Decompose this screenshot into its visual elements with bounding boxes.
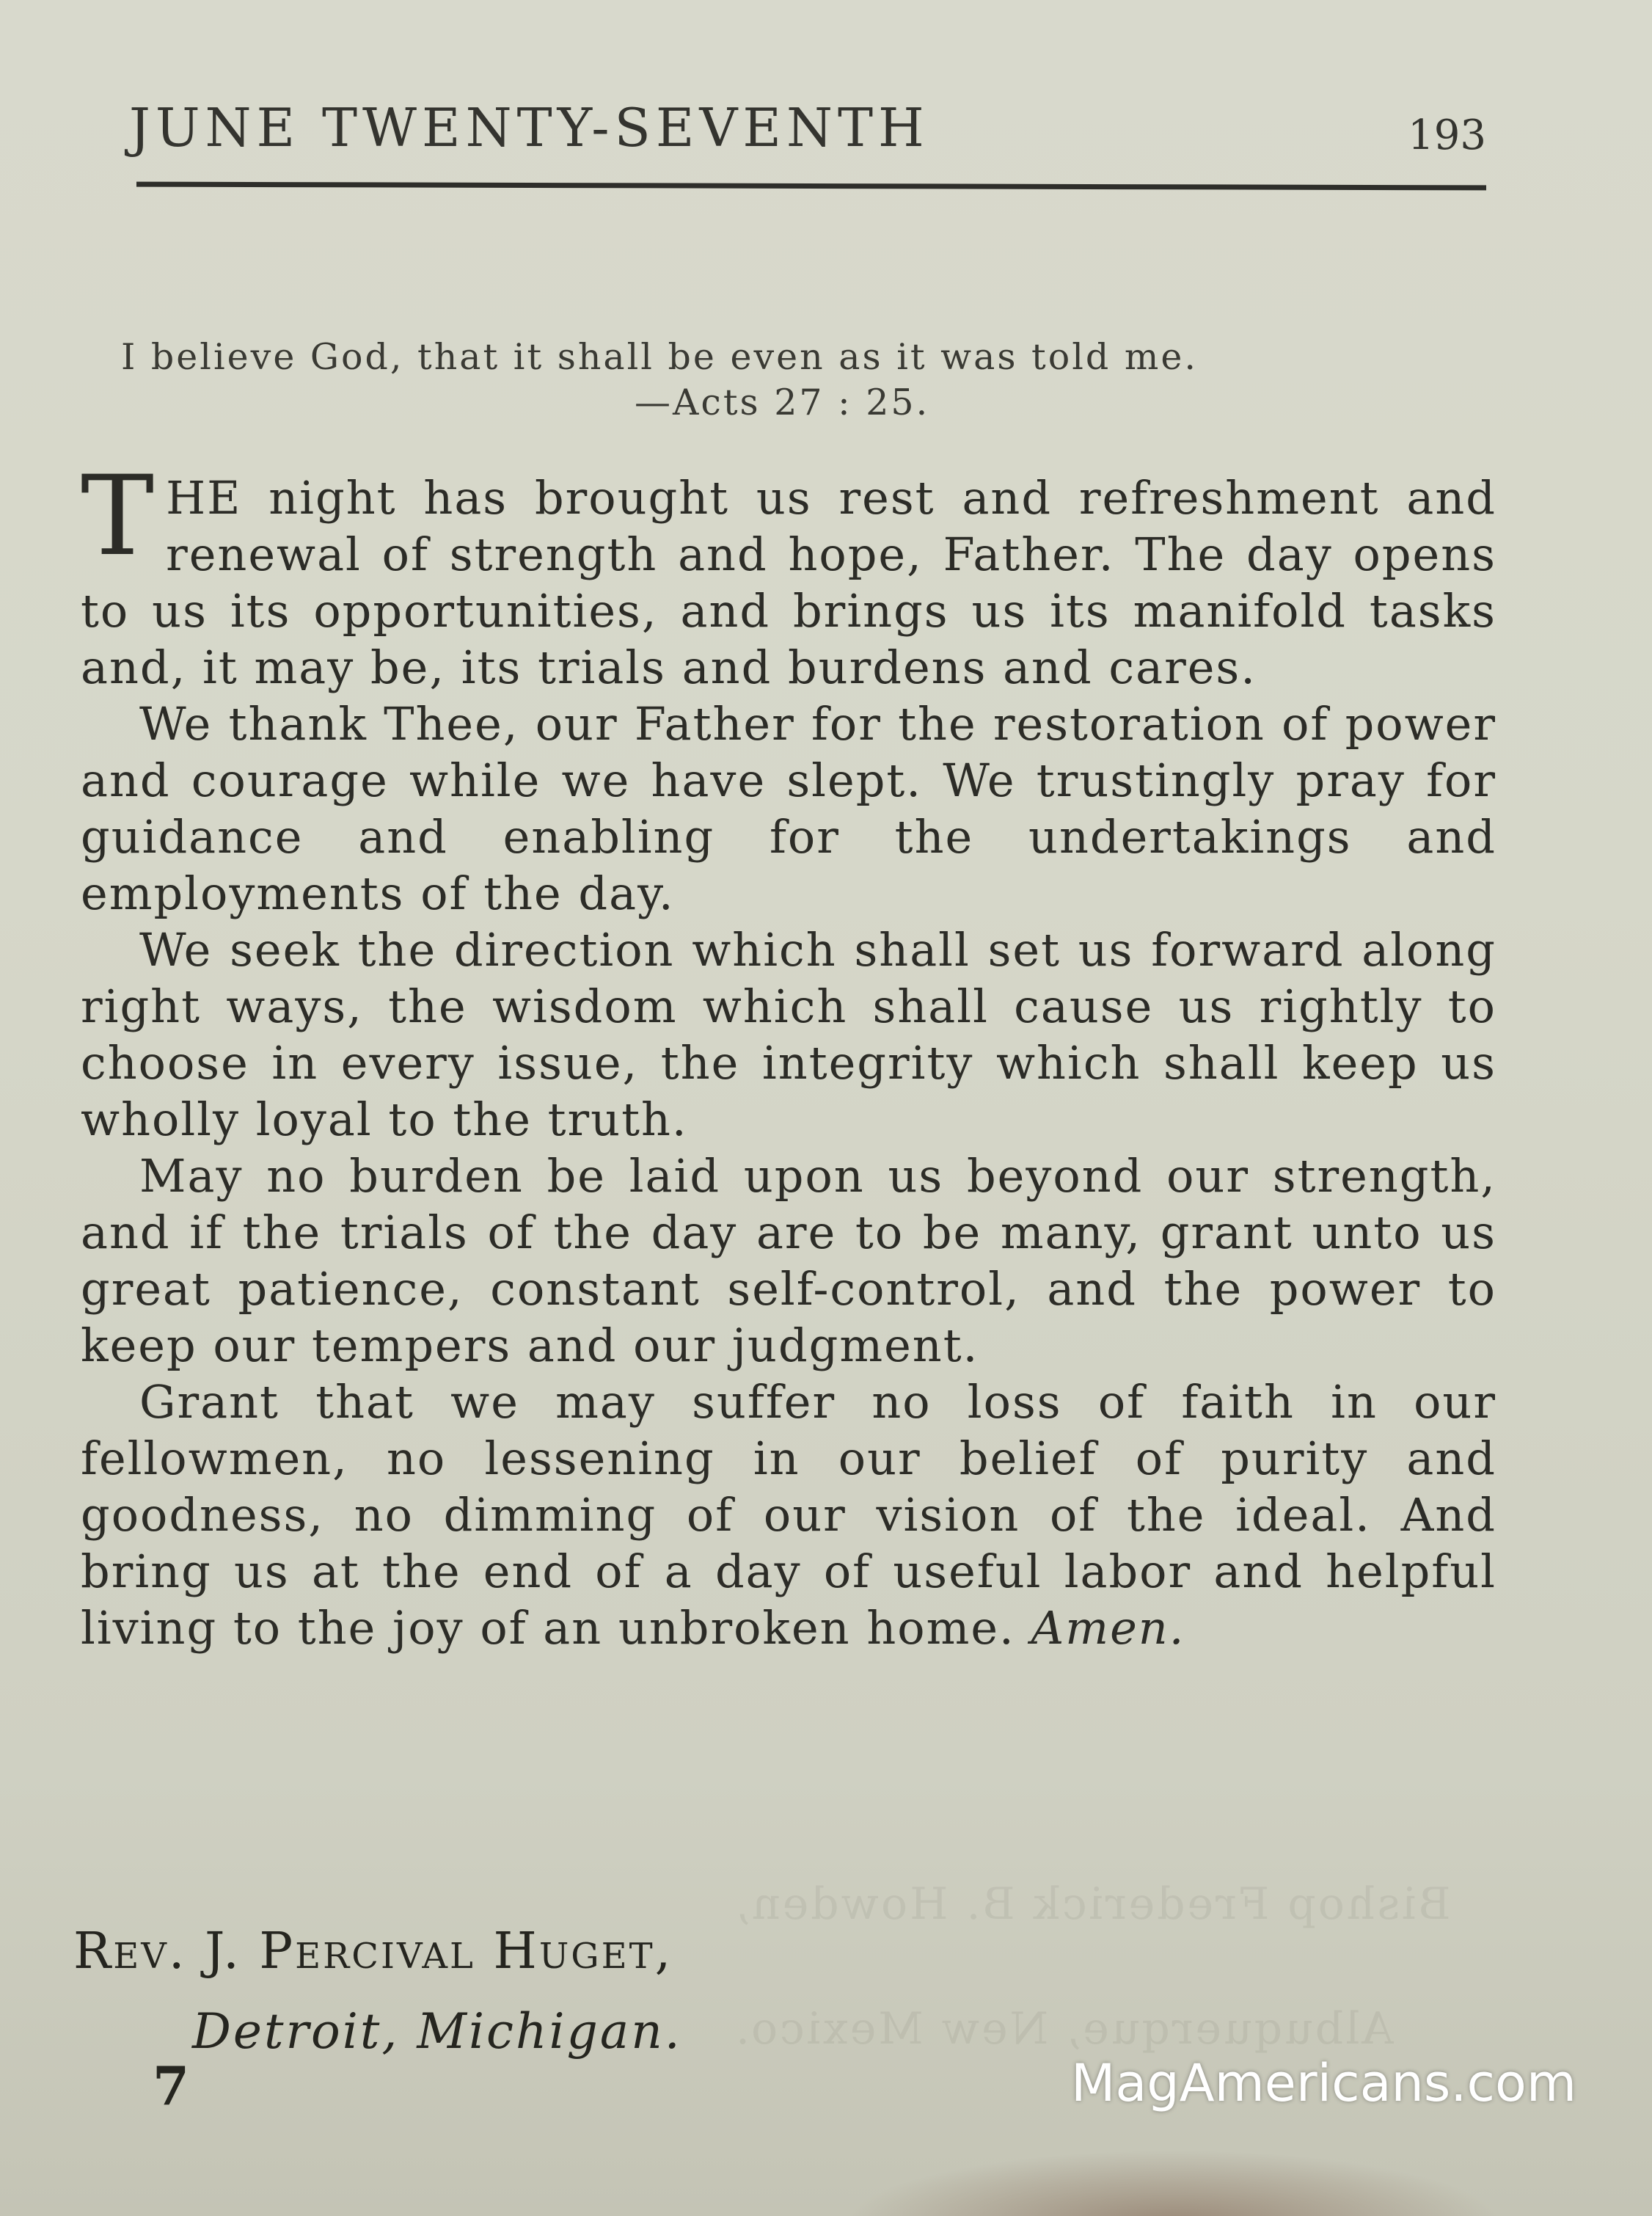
finger-shadow [844,2150,1504,2216]
header-rule [136,182,1486,191]
prayer-paragraph-4: May no burden be laid upon us beyond our strength, and if the trials of the day are to be many, grant unto us great patience, constant self-control, and the power to keep our tempers and our judgment. [81,1149,1496,1372]
scripture-verse: I believe God, that it shall be even as it was told me. [121,336,1198,378]
author-name: Rev. J. Percival Huget, [73,1922,673,1980]
prayer-closing: Amen. [1031,1601,1185,1655]
prayer-text [81,453,1496,1656]
prayer-paragraph-1-text: HE night has brought us rest and refreshment and renewal of strength and hope, Father. The day opens to us its opportunities, and brings us its manifold tasks and, it may be, its trials and burdens and cares. [81,471,1496,694]
watermark: MagAmericans.com [1071,2053,1577,2113]
prayer-paragraph-5 [81,1374,1496,1656]
drop-cap: T [81,453,156,580]
page-number: 193 [1408,112,1486,159]
bleed-through-line-2: Albuquerque, New Mexico. [734,2003,1394,2055]
prayer-paragraph-2: We thank Thee, our Father for the restoration of power and courage while we have slept. We trustingly pray for guidance and enabling for the undertakings and employments of the day. [81,697,1496,920]
prayer-paragraph-5-text: Grant that we may suffer no loss of faith in our fellowmen, no lessening in our belief of purity and goodness, no dimming of our vision of the ideal. And bring us at the end of a day of useful labor and helpful living to the joy of an unbroken home. [81,1375,1496,1655]
prayer-paragraph-1 [81,453,1496,696]
author-location: Detroit, Michigan. [192,2003,682,2060]
page-header [129,97,1486,163]
signature-mark: 7 [153,2055,190,2117]
bleed-through-line-1: Bishop Frederick B. Howden, [734,1878,1451,1930]
prayer-paragraph-3: We seek the direction which shall set us forward along right ways, the wisdom which shall cause us rightly to choose in every issue, the integrity which shall keep us wholly loyal to the truth. [81,923,1496,1146]
running-title: JUNE TWENTY-SEVENTH [129,97,929,158]
scripture-reference: —Acts 27 : 25. [635,382,930,423]
